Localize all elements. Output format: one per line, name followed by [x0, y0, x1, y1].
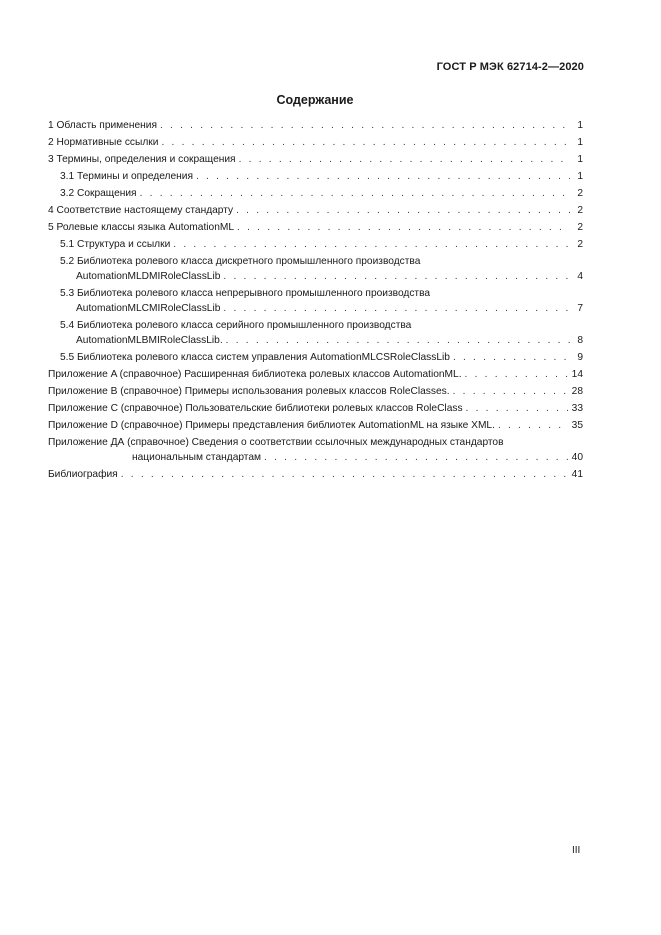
leader-dots — [264, 450, 569, 465]
toc-entry-title: 5.3 Библиотека ролевого класса непрерывного промышленного производства — [60, 288, 431, 299]
leader-dots — [161, 135, 570, 150]
toc-entry-page: 1 — [577, 171, 583, 182]
toc-entry-page: 40 — [571, 452, 583, 463]
toc-entry-title: 2 Нормативные ссылки — [48, 137, 159, 148]
leader-dots — [121, 467, 569, 482]
toc-entry[interactable] — [48, 286, 583, 316]
leader-dots — [196, 169, 570, 184]
toc-entry-page: 9 — [577, 352, 583, 363]
document-number: ГОСТ Р МЭК 62714-2—2020 — [436, 61, 584, 73]
toc-entry-title: 3 Термины, определения и сокращения — [48, 154, 236, 165]
toc-entry-title: 5.4 Библиотека ролевого класса серийного промышленного производства — [60, 320, 412, 331]
toc-entry[interactable] — [48, 220, 583, 235]
toc-entry[interactable] — [48, 384, 583, 399]
toc-entry-page: 8 — [577, 335, 583, 346]
leader-dots — [466, 401, 569, 416]
toc-entry-page: 4 — [577, 271, 583, 282]
toc-entry-page: 2 — [577, 239, 583, 250]
toc-entry-page: 2 — [577, 222, 583, 233]
toc-entry-page: 1 — [577, 154, 583, 165]
toc-entry-title: 5.5 Библиотека ролевого класса систем управления AutomationMLCSRoleClassLib — [60, 352, 450, 363]
leader-dots — [453, 350, 570, 365]
toc-entry[interactable] — [48, 418, 583, 433]
leader-dots — [236, 203, 570, 218]
toc-entry-page: 33 — [571, 403, 583, 414]
toc-entry-title: Приложение C (справочное) Пользовательские библиотеки ролевых классов RoleClass — [48, 403, 463, 414]
toc-entry-title: Приложение D (справочное) Примеры представления библиотек AutomationML на языке XML. — [48, 420, 495, 431]
toc-entry-title: 5.2 Библиотека ролевого класса дискретного промышленного производства — [60, 256, 421, 267]
toc-entry-title-continuation: AutomationMLBMIRoleClassLib. — [76, 335, 223, 346]
toc-entry[interactable] — [48, 186, 583, 201]
toc-entry-page: 1 — [577, 137, 583, 148]
toc-entry-page: 2 — [577, 188, 583, 199]
toc-entry[interactable] — [48, 467, 583, 482]
page-title: Содержание — [276, 93, 354, 107]
leader-dots — [239, 152, 570, 167]
toc-entry-title: Приложение A (справочное) Расширенная библиотека ролевых классов AutomationML. — [48, 369, 462, 380]
leader-dots — [465, 367, 569, 382]
toc-entry-page: 7 — [577, 303, 583, 314]
leader-dots — [160, 118, 570, 133]
toc-entry-title: Библиография — [48, 469, 118, 480]
toc-entry-title: 5.1 Структура и ссылки — [60, 239, 171, 250]
toc-entry-title: 5 Ролевые классы языка AutomationML — [48, 222, 235, 233]
leader-dots — [223, 301, 570, 316]
toc-entry-page: 14 — [571, 369, 583, 380]
table-of-contents — [48, 118, 583, 484]
leader-dots — [453, 384, 569, 399]
toc-entry[interactable] — [48, 318, 583, 348]
toc-entry[interactable] — [48, 401, 583, 416]
toc-entry-page: 28 — [571, 386, 583, 397]
toc-entry-title: 1 Область применения — [48, 120, 157, 131]
page-number: III — [572, 845, 581, 856]
toc-entry-page: 2 — [577, 205, 583, 216]
toc-entry[interactable] — [48, 367, 583, 382]
toc-entry[interactable] — [48, 152, 583, 167]
toc-entry[interactable] — [48, 135, 583, 150]
toc-entry[interactable] — [48, 169, 583, 184]
toc-entry[interactable] — [48, 350, 583, 365]
toc-entry-title-continuation: AutomationMLDMIRoleClassLib — [76, 271, 221, 282]
toc-entry[interactable] — [48, 435, 583, 465]
toc-entry[interactable] — [48, 237, 583, 252]
toc-entry[interactable] — [48, 203, 583, 218]
toc-entry-title: Приложение ДА (справочное) Сведения о соответствии ссылочных международных стандартов — [48, 437, 504, 448]
toc-entry-title: 3.1 Термины и определения — [60, 171, 193, 182]
toc-entry-title-continuation: AutomationMLCMIRoleClassLib — [76, 303, 221, 314]
leader-dots — [140, 186, 570, 201]
toc-entry-title: 3.2 Сокращения — [60, 188, 137, 199]
leader-dots — [223, 269, 570, 284]
leader-dots — [173, 237, 570, 252]
toc-entry[interactable] — [48, 254, 583, 284]
toc-entry-page: 1 — [577, 120, 583, 131]
toc-entry-title: Приложение B (справочное) Примеры использования ролевых классов RoleClasses. — [48, 386, 450, 397]
toc-entry-page: 35 — [571, 420, 583, 431]
leader-dots — [226, 333, 570, 348]
toc-entry-title: 4 Соответствие настоящему стандарту — [48, 205, 234, 216]
leader-dots — [237, 220, 570, 235]
toc-entry[interactable] — [48, 118, 583, 133]
toc-entry-page: 41 — [571, 469, 583, 480]
toc-entry-title-continuation: национальным стандартам — [132, 452, 262, 463]
leader-dots — [498, 418, 569, 433]
